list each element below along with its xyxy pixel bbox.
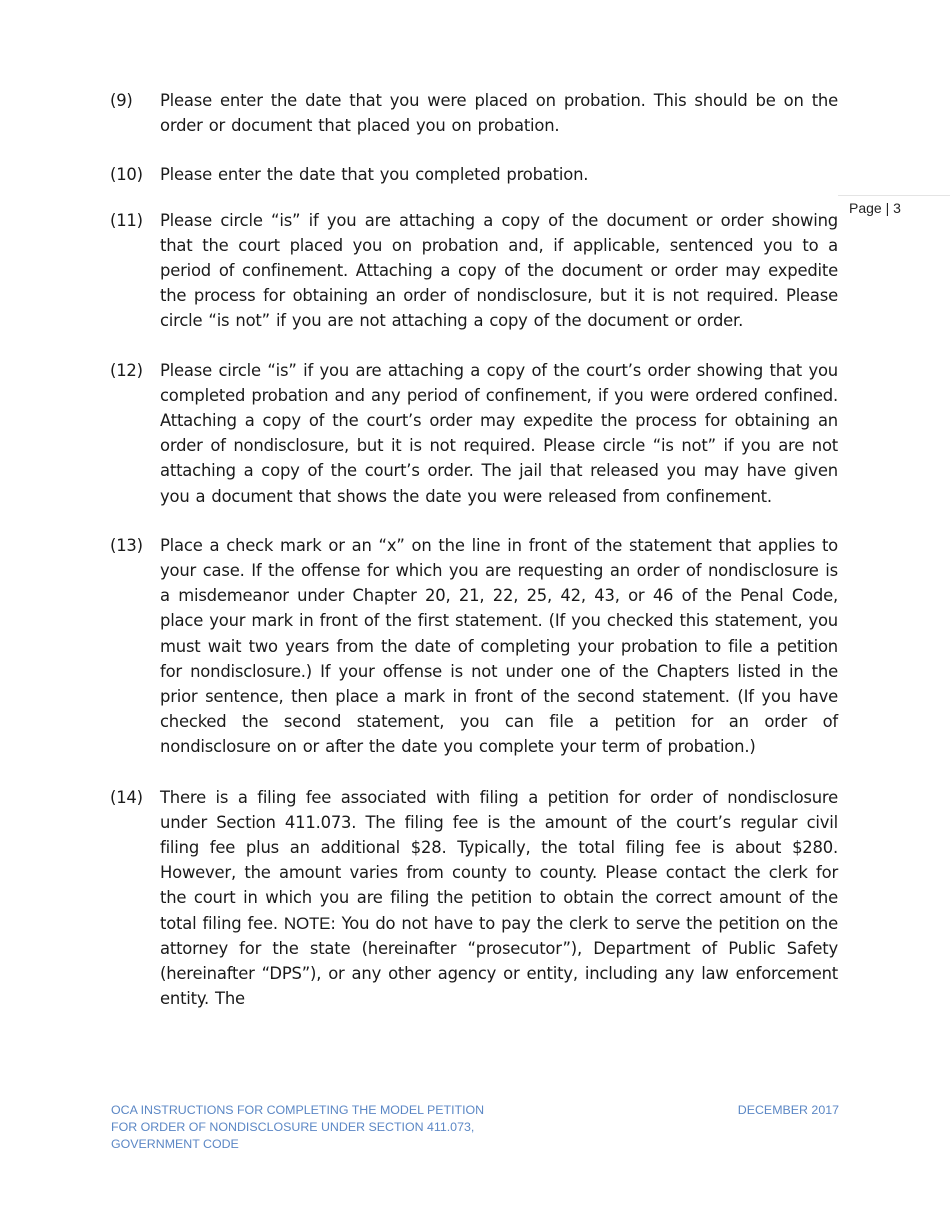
item-text: Please circle “is” if you are attaching a copy of the court’s order showing that you completed probation and any period of confinement, if you were ordered confined. Attaching a copy of the court’s order may expedite the process for obtaining an order of nondisclosure, but it is not required. Please circle “is not” if you are not attaching a copy of the court’s order. The jail that released you may have given you a document that shows the date you were released from confinement. xyxy=(160,360,838,506)
item-text: Please enter the date that you completed probation. xyxy=(160,165,589,185)
instruction-item-10 xyxy=(110,162,838,187)
footer-line: OCA INSTRUCTIONS FOR COMPLETING THE MODEL PETITION xyxy=(111,1103,485,1117)
footer-date: DECEMBER 2017 xyxy=(737,1103,839,1117)
item-text-after-note: : You do not have to pay the clerk to serve the petition on the attorney for the state (hereinafter “prosecutor”), Department of Public Safety (hereinafter “DPS”), or any other agency or entity, including any law enforcement entity. The xyxy=(160,913,838,1009)
item-number: (13) xyxy=(110,535,143,555)
instruction-item-13 xyxy=(110,533,838,760)
instruction-item-11 xyxy=(110,208,838,334)
item-text: Please enter the date that you were placed on probation. This should be on the order or document that placed you on probation. xyxy=(160,91,838,136)
item-number: (10) xyxy=(110,165,143,185)
instruction-list xyxy=(110,88,838,1012)
footer-document-title xyxy=(111,1102,491,1153)
footer-line: GOVERNMENT CODE xyxy=(111,1137,239,1151)
note-label: NOTE xyxy=(283,913,331,933)
item-text: Place a check mark or an “x” on the line in front of the statement that applies to your case. If the offense for which you are requesting an order of nondisclosure is a misdemeanor under Chapter 20, 21, 22, 25, 42, 43, or 46 of the Penal Code, place your mark in front of the first statement. (If you checked this statement, you must wait two years from the date of completing your probation to file a petition for nondisclosure.) If your offense is not under one of the Chapters listed in the prior sentence, then place a mark in front of the second statement. (If you have checked the second statement, you can file a petition for an order of nondisclosure on or after the date you complete your term of probation.) xyxy=(160,535,838,757)
item-number: (12) xyxy=(110,360,143,380)
instruction-item-12 xyxy=(110,358,838,509)
item-number: (14) xyxy=(110,787,143,807)
instruction-item-9 xyxy=(110,88,838,138)
page-number-rule xyxy=(838,195,950,196)
item-number: (11) xyxy=(110,210,143,230)
item-text: Please circle “is” if you are attaching a copy of the document or order showing that the court placed you on probation and, if applicable, sentenced you to a period of confinement. Attaching a copy of the document or order may expedite the process for obtaining an order of nondisclosure, but it is not required. Please circle “is not” if you are not attaching a copy of the document or order. xyxy=(160,210,838,331)
item-text-before-note: There is a filing fee associated with filing a petition for order of nondisclosure under Section 411.073. The filing fee is the amount of the court’s regular civil filing fee plus an additional $28. Typically, the total filing fee is about $280. However, the amount varies from county to county. Please contact the clerk for the court in which you are filing the petition to obtain the correct amount of the total filing fee. xyxy=(160,787,838,933)
instruction-item-14 xyxy=(110,785,838,1012)
footer-line: FOR ORDER OF NONDISCLOSURE UNDER SECTION 411.073, xyxy=(111,1120,475,1134)
page-number: Page | 3 xyxy=(849,200,901,216)
item-number: (9) xyxy=(110,91,133,110)
item-text xyxy=(160,785,838,1012)
